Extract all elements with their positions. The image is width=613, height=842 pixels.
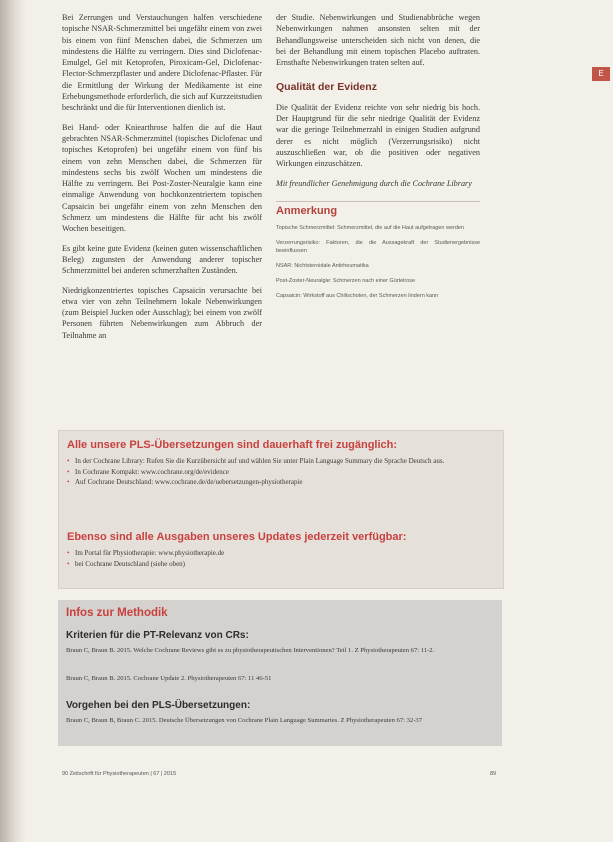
note-line: NSAR: Nichtsteroidale Antirheumatika [276,262,369,269]
pls-info-box [58,430,504,589]
note-line: Post-Zoster-Neuralgie: Schmerzen nach einer Gürtelrose [276,277,416,284]
left-paragraph-2: Bei Hand- oder Kniearthrose halfen die auf die Haut gebrachten NSAR-Schmerzmittel (topisches Diclofenac und topisches Ketoprofen) bei ungefähr einem von fünf bis einem von zehn Menschen dabei, die Schmerzen für mindestens sechs bis zwölf Wochen um mindestens die Hälfte zu verringern. Bei Post-Zoster-Neuralgie kann eine einmalige Anwendung von hochkonzentriertem topischen Capsaicin bei ungefähr einem von zehn Menschen den Schmerz um mindestens die Hälfte für acht bis zwölf Wochen beseitigen. [62,122,262,234]
pls-list-1 [67,457,495,489]
note-line: Capsaicin: Wirkstoff aus Chilischoten, der Schmerzen lindern kann [276,293,439,300]
methodology-box [58,600,502,746]
reference: Braun C, Braun B. 2015. Welche Cochrane Reviews gibt es zu physiotherapeutischen Interventionen? Teil 1. Z Physiotherapeuten 67: 11-2. [66,647,435,654]
left-column [62,12,262,349]
note-line: Topische Schmerzmittel: Schmerzmittel, die auf die Haut aufgetragen werden [276,225,465,232]
source-line: Mit freundlicher Genehmigung durch die Cochrane Library [276,178,472,188]
pls-heading-2: Ebenso sind alle Ausgaben unseres Updates jederzeit verfügbar: [67,531,407,543]
pls-heading-1: Alle unsere PLS-Übersetzungen sind dauerhaft frei zugänglich: [67,439,398,451]
pls-list-2 [67,549,495,570]
note-title: Anmerkung [276,204,338,217]
left-paragraph-1: Bei Zerrungen und Verstauchungen halfen verschiedene topische NSAR-Schmerzmittel bei ungefähr einem von zwei bis einem von fünf Menschen dabei, die Schmerzen um mindestens die Hälfte zu verringern. Dies sind Diclofenac-Emulgel, Gel mit Ketoprofen, Piroxicam-Gel, Diclofenac-Flector-Schmerzpflaster und andere Diclofenac-Pflaster. Für die Ermittlung der Wirkung der Medikamente ist eine Erhebungsmethode erforderlich, die sich auf Kurzzeitstudien beschränkt und die für Interventionen dienlich ist. [62,13,262,113]
list-item: • In der Cochrane Library: Rufen Sie die Kurzübersicht auf und wählen Sie unter Plain Language Summary die Sprache Deutsch aus. [67,457,495,467]
right-paragraph-2: Die Qualität der Evidenz reichte von sehr niedrig bis hoch. Der Hauptgrund für die sehr niedrige Qualität der Evidenz war die geringe Teilnehmerzahl in einigen Studien aufgrund derer es nicht möglich (Verzerrungsrisiko) nicht auszuschließen war, ob die positiven oder negativen Wirkungen einzuschätzen. [276,102,480,169]
reference: Braun C, Braun B, Braun C. 2015. Deutsche Übersetzungen von Cochrane Plain Language Summaries. Z Physiotherapeuten 67: 32-37 [66,717,422,724]
left-paragraph-4: Niedrigkonzentriertes topisches Capsaicin verursachte bei etwa vier von zehn Teilnehmern lokale Nebenwirkungen (zum Beispiel Jucken oder Ausschlag); bei einem von zwölf Personen führten Nebenwirkungen zum Abbruch der Teilnahme an [62,285,262,340]
methodology-title: Infos zur Methodik [66,607,168,619]
section-tab-label: E [598,69,604,78]
section-tab [592,67,610,81]
footer-journal: 90 Zeitschrift für Physiotherapeuten | 67 | 2015 [62,771,177,777]
list-item: • Im Portal für Physiotherapie: www.physiotherapie.de [67,549,495,559]
reference: Braun C, Braun B. 2015. Cochrane Update 2. Physiotherapeuten 67: 11 46-51 [66,675,272,682]
list-item: • In Cochrane Kompakt: www.cochrane.org/de/evidence [67,468,495,478]
page-shadow [0,0,26,842]
criteria-heading: Kriterien für die PT-Relevanz von CRs: [66,630,249,641]
list-item: • Auf Cochrane Deutschland: www.cochrane.de/de/uebersetzungen-physiotherapie [67,478,495,488]
list-item: • bei Cochrane Deutschland (siehe oben) [67,560,495,570]
page-number: 89 [490,771,497,777]
quality-heading: Qualität der Evidenz [276,81,377,94]
right-column [276,12,480,308]
right-paragraph-1: der Studie. Nebenwirkungen und Studienabbrüche wegen Nebenwirkungen nahmen ansonsten selten mit der Behandlungsweise unterscheiden sich nicht von denen, die bei der Behandlung mit einem topischen Placebo auftraten. Ernsthafte Nebenwirkungen traten selten auf. [276,13,480,68]
note-line: Verzerrungsrisiko: Faktoren, die die Aussagekraft der Studienergebnisse beeinflussen [276,240,480,254]
note-box [276,201,480,301]
procedure-heading: Vorgehen bei den PLS-Übersetzungen: [66,700,251,711]
left-paragraph-3: Es gibt keine gute Evidenz (keinen guten wissenschaftlichen Beleg) zugunsten der Anwendung anderer topischer Schmerzmittel bei anderen schmerzhaften Zuständen. [62,243,262,276]
